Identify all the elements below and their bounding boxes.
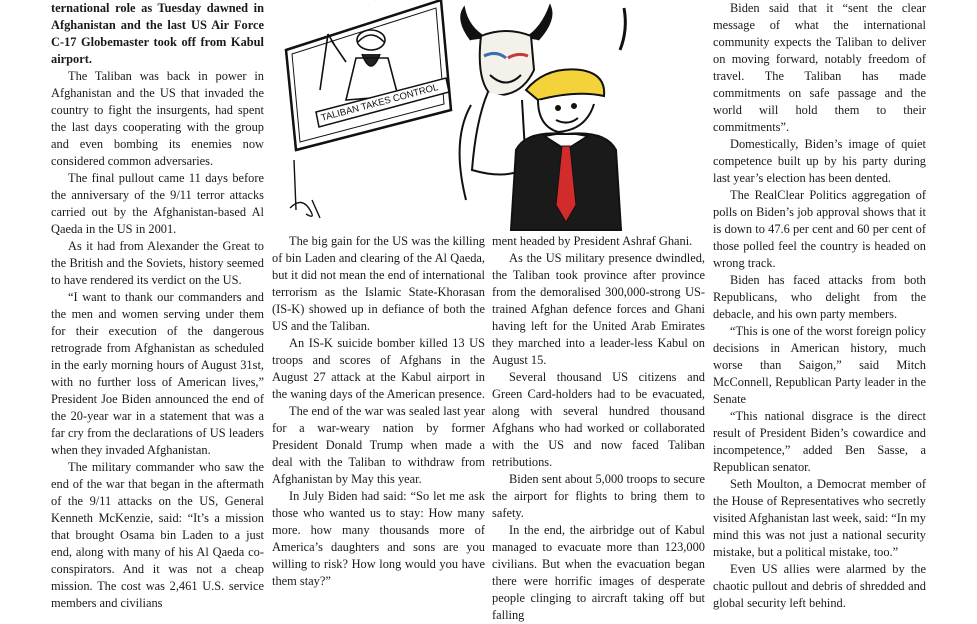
- paragraph: The RealClear Politics aggregation of polls on Biden’s job approval shows that it is down to 47.6 per cent and 60 per cent of those polled feel the country is headed on wrong track.: [713, 188, 926, 270]
- paragraph: Biden said that it “sent the clear message of what the international community expects the Taliban to deliver on moving forward, notably freedom of travel. The Taliban has made commitments on safe passage and the world will hold them to their commitments”.: [713, 1, 926, 134]
- wall-picture-frame: [286, 0, 451, 150]
- article-column-3: [492, 233, 705, 622]
- paragraph: “This is one of the worst foreign policy decisions in American history, much worse than Saigon,” said Mitch McConnell, Republican Party leader in the Senate: [713, 324, 926, 406]
- paragraph: The final pullout came 11 days before the anniversary of the 9/11 terror attacks carried out by the Afghanistan-based Al Qaeda in the US in 2001.: [51, 171, 264, 236]
- article-column-1: [51, 0, 264, 610]
- paragraph: As it had from Alexander the Great to the British and the Soviets, history seemed to have rendered its verdict on the US.: [51, 239, 264, 287]
- article-column-4: [713, 0, 927, 610]
- paragraph: Several thousand US citizens and Green Card-holders had to be evacuated, along with several hundred thousand Afghans who had worked or collaborated with the US and now faced Taliban retributions.: [492, 370, 705, 469]
- paragraph: “I want to thank our commanders and the men and women serving under them for their execution of the dangerous retrograde from Afghanistan as scheduled in the early morning hours of August 31st, with no further loss of American lives,” President Joe Biden announced the end of the 20-year war in a statement that was a far cry from the declarations of US leaders when they invaded Afghanistan.: [51, 290, 264, 457]
- paragraph: An IS-K suicide bomber killed 13 US troops and scores of Afghans in the August 27 attack at the Kabul airport in the waning days of the American presence.: [272, 336, 485, 401]
- paragraph: The big gain for the US was the killing of bin Laden and clearing of the Al Qaeda, but it did not mean the end of international terrorism as the Islamic State-Khorasan (IS-K) showed up in defiance of both the US and the Taliban.: [272, 234, 485, 333]
- paragraph: The end of the war was sealed last year for a war-weary nation by former President Donald Trump when made a deal with the Taliban to withdraw from Afghanistan by May this year.: [272, 404, 485, 486]
- paragraph: The military commander who saw the end of the war that began in the aftermath of the 9/11 attacks on the US, General Kenneth McKenzie, said: “It’s a mission that brought Osama bin Laden to a just end, along with many of his Al Qaeda co-conspirators. And it was not a cheap mission. The cost was 2,461 U.S. service members and civilians: [51, 460, 264, 610]
- artist-signature: [290, 160, 320, 218]
- paragraph: In the end, the airbridge out of Kabul managed to evacuate more than 123,000 civilians. But when the evacuation began there were horrific images of desperate people clinging to aircraft taking off but falling: [492, 523, 705, 622]
- paragraph: Biden sent about 5,000 troops to secure the airport for flights to bring them to safety.: [492, 472, 705, 520]
- paragraph: Even US allies were alarmed by the chaotic pullout and debris of shredded and global security left behind.: [713, 562, 926, 610]
- lead-paragraph: ternational role as Tuesday dawned in Afghanistan and the last US Air Force C-17 Globemaster took off from Kabul airport.: [51, 1, 264, 66]
- paragraph: “This national disgrace is the direct result of President Biden’s cowardice and incompetence,” added Ben Sasse, a Republican senator.: [713, 409, 926, 474]
- paragraph: As the US military presence dwindled, the Taliban took province after province from the demoralised 300,000-strong US-trained Afghan defence forces and Ghani having left for the United Arab Emirates they marched into a leader-less Kabul on August 15.: [492, 251, 705, 367]
- editorial-cartoon: [276, 0, 706, 230]
- speech-mark: [620, 8, 625, 50]
- paragraph: ment headed by President Ashraf Ghani.: [492, 234, 693, 248]
- paragraph: Domestically, Biden’s image of quiet competence built up by his party during last year’s election has been dented.: [713, 137, 926, 185]
- paragraph: Biden has faced attacks from both Republicans, who delight from the debacle, and his own party members.: [713, 273, 926, 321]
- blond-figure: [511, 69, 621, 230]
- paragraph: Seth Moulton, a Democrat member of the House of Representatives who secretly visited Afghanistan last week, said: “In my mind this was not just a national security mistake, but a political mistake, too.”: [713, 477, 927, 559]
- sign-text: TALIBAN TAKES CONTROL: [319, 81, 440, 124]
- paragraph: In July Biden had said: “So let me ask those who wanted us to stay: How many more. how many thousands more of America’s daughters and sons are you willing to risk? How long would you have them stay?”: [272, 489, 485, 588]
- article-column-2: [272, 233, 485, 588]
- paragraph: The Taliban was back in power in Afghanistan and the US that invaded the country to fight the insurgents, had spent the last days cooperating with the group and even bombing its enemies now considered common adversaries.: [51, 69, 264, 168]
